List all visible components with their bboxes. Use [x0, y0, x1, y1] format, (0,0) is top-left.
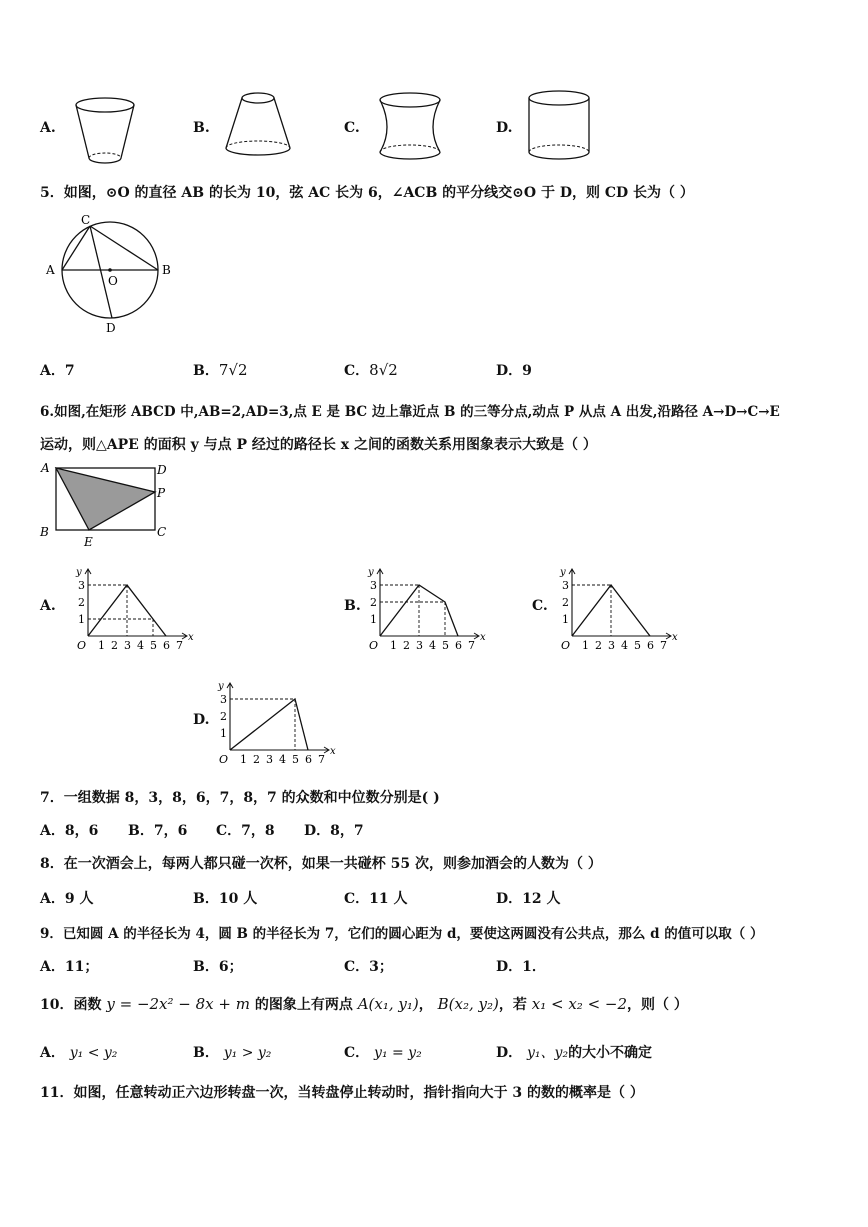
x-axis-label: x: [672, 632, 678, 643]
q10-option-c: C． y₁ = y₂: [344, 1045, 422, 1061]
q10-function: y = −2x² − 8x + m: [106, 995, 250, 1013]
q6-graph-a: [68, 560, 200, 652]
q5-text: 如图，⊙O 的直径 AB 的长为 10，弦 AC 长为 6，∠ACB 的平分线交⊙O 于 D，则 CD 长为（ ）: [63, 185, 694, 201]
x-tick-label: 7: [318, 753, 325, 766]
q6-label-c: C: [157, 525, 167, 539]
x-tick-label: 1: [390, 639, 397, 652]
y-tick-label: 2: [370, 596, 377, 609]
q11-stem: 11．如图，任意转动正六边形转盘一次，当转盘停止转动时，指针指向大于 3 的数的概率是（ ）: [40, 1085, 644, 1101]
x-tick-label: 6: [455, 639, 462, 652]
q5-label-c: C: [81, 213, 91, 227]
q5-label-o: O: [108, 274, 118, 288]
x-tick-label: 2: [111, 639, 118, 652]
y-axis-label: y: [560, 567, 566, 578]
q10-option-b: B． y₁ > y₂: [193, 1045, 272, 1061]
x-tick-label: 4: [279, 753, 286, 766]
q5-circle-figure: [40, 212, 180, 338]
q7-option-d: D．8，7: [304, 823, 364, 839]
q4-option-d-letter: D.: [496, 120, 513, 136]
q6-option-d-letter: D.: [193, 712, 210, 728]
x-tick-label: 4: [429, 639, 436, 652]
q9-option-c: C．3；: [344, 959, 393, 975]
y-tick-label: 3: [370, 579, 377, 592]
x-tick-label: 3: [608, 639, 615, 652]
origin-label: O: [77, 639, 87, 652]
x-tick-label: 3: [416, 639, 423, 652]
q5-stem: [40, 182, 694, 202]
x-tick-label: 1: [98, 639, 105, 652]
q4-option-a-figure: [70, 92, 140, 170]
y-tick-label: 3: [562, 579, 569, 592]
y-axis-label: y: [218, 681, 224, 692]
q8-option-a: A．9 人: [40, 891, 94, 907]
q8-stem: 8．在一次酒会上，每两人都只碰一次杯，如果一共碰杯 55 次，则参加酒会的人数为（ ）: [40, 856, 602, 872]
q10-point-a: A(x₁, y₁): [357, 995, 419, 1013]
q10-option-a: A． y₁ < y₂: [40, 1045, 118, 1061]
q6-stem-line1: 6.如图,在矩形 ABCD 中,AB=2,AD=3,点 E 是 BC 边上靠近点 B 的三等分点,动点 P 从点 A 出发,沿路径 A→D→C→E: [40, 404, 780, 420]
q9-option-a: A．11；: [40, 959, 99, 975]
x-axis-label: x: [188, 632, 194, 643]
q6-graph-c: [552, 560, 702, 652]
x-tick-label: 6: [163, 639, 170, 652]
q10-point-b: B(x₂, y₂): [437, 995, 499, 1013]
y-tick-label: 2: [562, 596, 569, 609]
q9-option-d: D．1．: [496, 959, 546, 975]
origin-label: O: [219, 753, 229, 766]
x-tick-label: 7: [468, 639, 475, 652]
q5-label-b: B: [162, 263, 171, 277]
x-tick-label: 4: [137, 639, 144, 652]
q4-option-c-figure: [374, 88, 446, 166]
q4-option-d-figure: [524, 86, 594, 166]
q5-option-a: A．7: [40, 363, 75, 379]
q7-stem: 7．一组数据 8，3，8，6，7，8，7 的众数和中位数分别是( ): [40, 790, 440, 806]
q6-label-p: P: [157, 486, 166, 500]
x-tick-label: 5: [292, 753, 299, 766]
origin-label: O: [369, 639, 379, 652]
x-tick-label: 5: [150, 639, 157, 652]
y-tick-label: 3: [220, 693, 227, 706]
q6-option-b-letter: B.: [344, 598, 361, 614]
origin-label: O: [561, 639, 571, 652]
q8-option-c: C．11 人: [344, 891, 408, 907]
y-tick-label: 2: [220, 710, 227, 723]
q5-option-b: B．7√2: [193, 361, 248, 379]
q6-graph-d: [210, 674, 360, 766]
q6-graph-b: [360, 560, 510, 652]
series-line: [230, 699, 308, 750]
x-tick-label: 6: [305, 753, 312, 766]
q4-option-c-letter: C.: [344, 120, 360, 136]
q7-option-a: A．8，6: [40, 823, 99, 839]
q5-number: 5．: [40, 185, 64, 201]
x-tick-label: 2: [595, 639, 602, 652]
q10-option-d: D． y₁、y₂的大小不确定: [496, 1045, 653, 1061]
x-axis-label: x: [480, 632, 486, 643]
x-tick-label: 2: [253, 753, 260, 766]
x-tick-label: 4: [621, 639, 628, 652]
q5-option-c: C．8√2: [344, 361, 398, 379]
x-tick-label: 5: [442, 639, 449, 652]
x-tick-label: 1: [582, 639, 589, 652]
x-axis-label: x: [330, 746, 336, 757]
q7-option-c: C．7，8: [216, 823, 275, 839]
q6-option-a-letter: A.: [40, 598, 56, 614]
y-tick-label: 1: [220, 727, 227, 740]
q9-option-b: B．6；: [193, 959, 243, 975]
q6-label-a: A: [41, 461, 50, 475]
q6-label-d: D: [157, 463, 167, 477]
q6-rectangle-figure: [36, 460, 176, 550]
q10-stem: 10．函数 y = −2x² − 8x + m 的图象上有两点 A(x₁, y₁)， B(x₂, y₂)，若 x₁ < x₂ < −2，则（ ）: [40, 995, 688, 1013]
q9-stem: 9．已知圆 A 的半径长为 4，圆 B 的半径长为 7，它们的圆心距为 d，要使这两圆没有公共点，那么 d 的值可以取（ ）: [40, 926, 764, 942]
y-tick-label: 1: [370, 613, 377, 626]
x-tick-label: 7: [176, 639, 183, 652]
q8-option-d: D．12 人: [496, 891, 561, 907]
y-tick-label: 1: [562, 613, 569, 626]
q8-option-b: B．10 人: [193, 891, 258, 907]
y-tick-label: 2: [78, 596, 85, 609]
q4-option-b-letter: B.: [193, 120, 210, 136]
y-tick-label: 1: [78, 613, 85, 626]
x-tick-label: 6: [647, 639, 654, 652]
x-tick-label: 3: [124, 639, 131, 652]
q6-option-c-letter: C.: [532, 598, 548, 614]
q7-option-b: B．7，6: [128, 823, 188, 839]
x-tick-label: 5: [634, 639, 641, 652]
q6-stem-line2: 运动，则△APE 的面积 y 与点 P 经过的路径长 x 之间的函数关系用图象表示大致是（ ）: [40, 437, 597, 453]
y-axis-label: y: [368, 567, 374, 578]
x-tick-label: 3: [266, 753, 273, 766]
q5-option-d: D．9: [496, 363, 532, 379]
x-tick-label: 2: [403, 639, 410, 652]
q10-condition: x₁ < x₂ < −2: [531, 995, 628, 1013]
x-tick-label: 7: [660, 639, 667, 652]
q5-label-a: A: [46, 263, 55, 277]
q5-label-d: D: [106, 321, 116, 335]
x-tick-label: 1: [240, 753, 247, 766]
q6-label-b: B: [40, 525, 49, 539]
y-tick-label: 3: [78, 579, 85, 592]
y-axis-label: y: [76, 567, 82, 578]
q4-option-b-figure: [220, 86, 296, 162]
q4-option-a-letter: A.: [40, 120, 56, 136]
q6-label-e: E: [84, 535, 93, 549]
